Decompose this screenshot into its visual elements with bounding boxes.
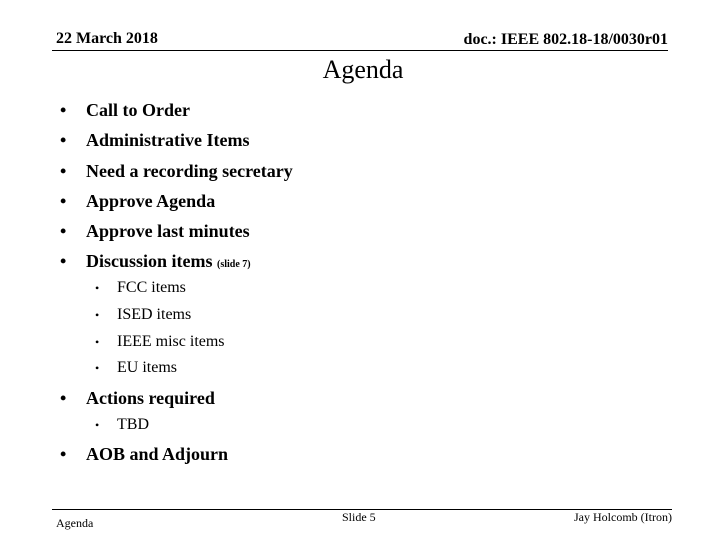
- discussion-subitem-ised: [95, 305, 191, 325]
- subitem-label: FCC items: [117, 279, 186, 296]
- agenda-item-recording-secretary: [60, 160, 293, 182]
- bullet-icon: •: [95, 281, 100, 295]
- subitem-label: ISED items: [117, 306, 192, 323]
- bullet-icon: •: [60, 251, 67, 271]
- agenda-item-actions: [60, 387, 215, 409]
- bullet-icon: •: [60, 221, 67, 241]
- bullet-icon: •: [60, 444, 67, 464]
- actions-subitem-tbd: [95, 415, 149, 435]
- discussion-subitem-eu: [95, 358, 177, 378]
- footer-author: Jay Holcomb (Itron): [574, 510, 672, 524]
- bullet-icon: •: [95, 418, 100, 432]
- header-divider: [52, 50, 668, 51]
- agenda-item-label: AOB and Adjourn: [86, 444, 229, 464]
- agenda-item-approve-minutes: [60, 220, 250, 242]
- subitem-label: IEEE misc items: [117, 333, 225, 350]
- agenda-item-call-to-order: [60, 99, 190, 121]
- bullet-icon: •: [95, 361, 100, 375]
- subitem-label: TBD: [117, 416, 149, 433]
- bullet-icon: •: [60, 161, 67, 181]
- agenda-item-label: Administrative Items: [86, 130, 250, 150]
- bullet-icon: •: [60, 388, 67, 408]
- footer-slide-number: Slide 5: [342, 510, 376, 524]
- agenda-item-label: Call to Order: [86, 100, 190, 120]
- agenda-item-administrative: [60, 129, 249, 151]
- agenda-item-label: Approve last minutes: [86, 221, 250, 241]
- slide-title: Agenda: [322, 55, 404, 84]
- header-date: 22 March 2018: [56, 30, 158, 47]
- slide-reference-note: (slide 7): [217, 259, 251, 270]
- agenda-item-aob: [60, 443, 228, 465]
- agenda-item-label: Approve Agenda: [86, 191, 216, 211]
- agenda-item-label: Discussion items: [86, 251, 213, 271]
- discussion-subitem-ieee: [95, 332, 225, 352]
- subitem-label: EU items: [117, 359, 177, 376]
- bullet-icon: •: [60, 130, 67, 150]
- bullet-icon: •: [95, 308, 100, 322]
- agenda-item-approve-agenda: [60, 190, 215, 212]
- agenda-item-label: Need a recording secretary: [86, 161, 293, 181]
- bullet-icon: •: [95, 335, 100, 349]
- agenda-item-discussion: [60, 250, 251, 276]
- agenda-item-label: Actions required: [86, 388, 215, 408]
- bullet-icon: •: [60, 100, 67, 120]
- header-doc-id: doc.: IEEE 802.18-18/0030r01: [463, 31, 668, 48]
- bullet-icon: •: [60, 191, 67, 211]
- footer-section-label: Agenda: [56, 516, 94, 530]
- discussion-subitem-fcc: [95, 278, 186, 298]
